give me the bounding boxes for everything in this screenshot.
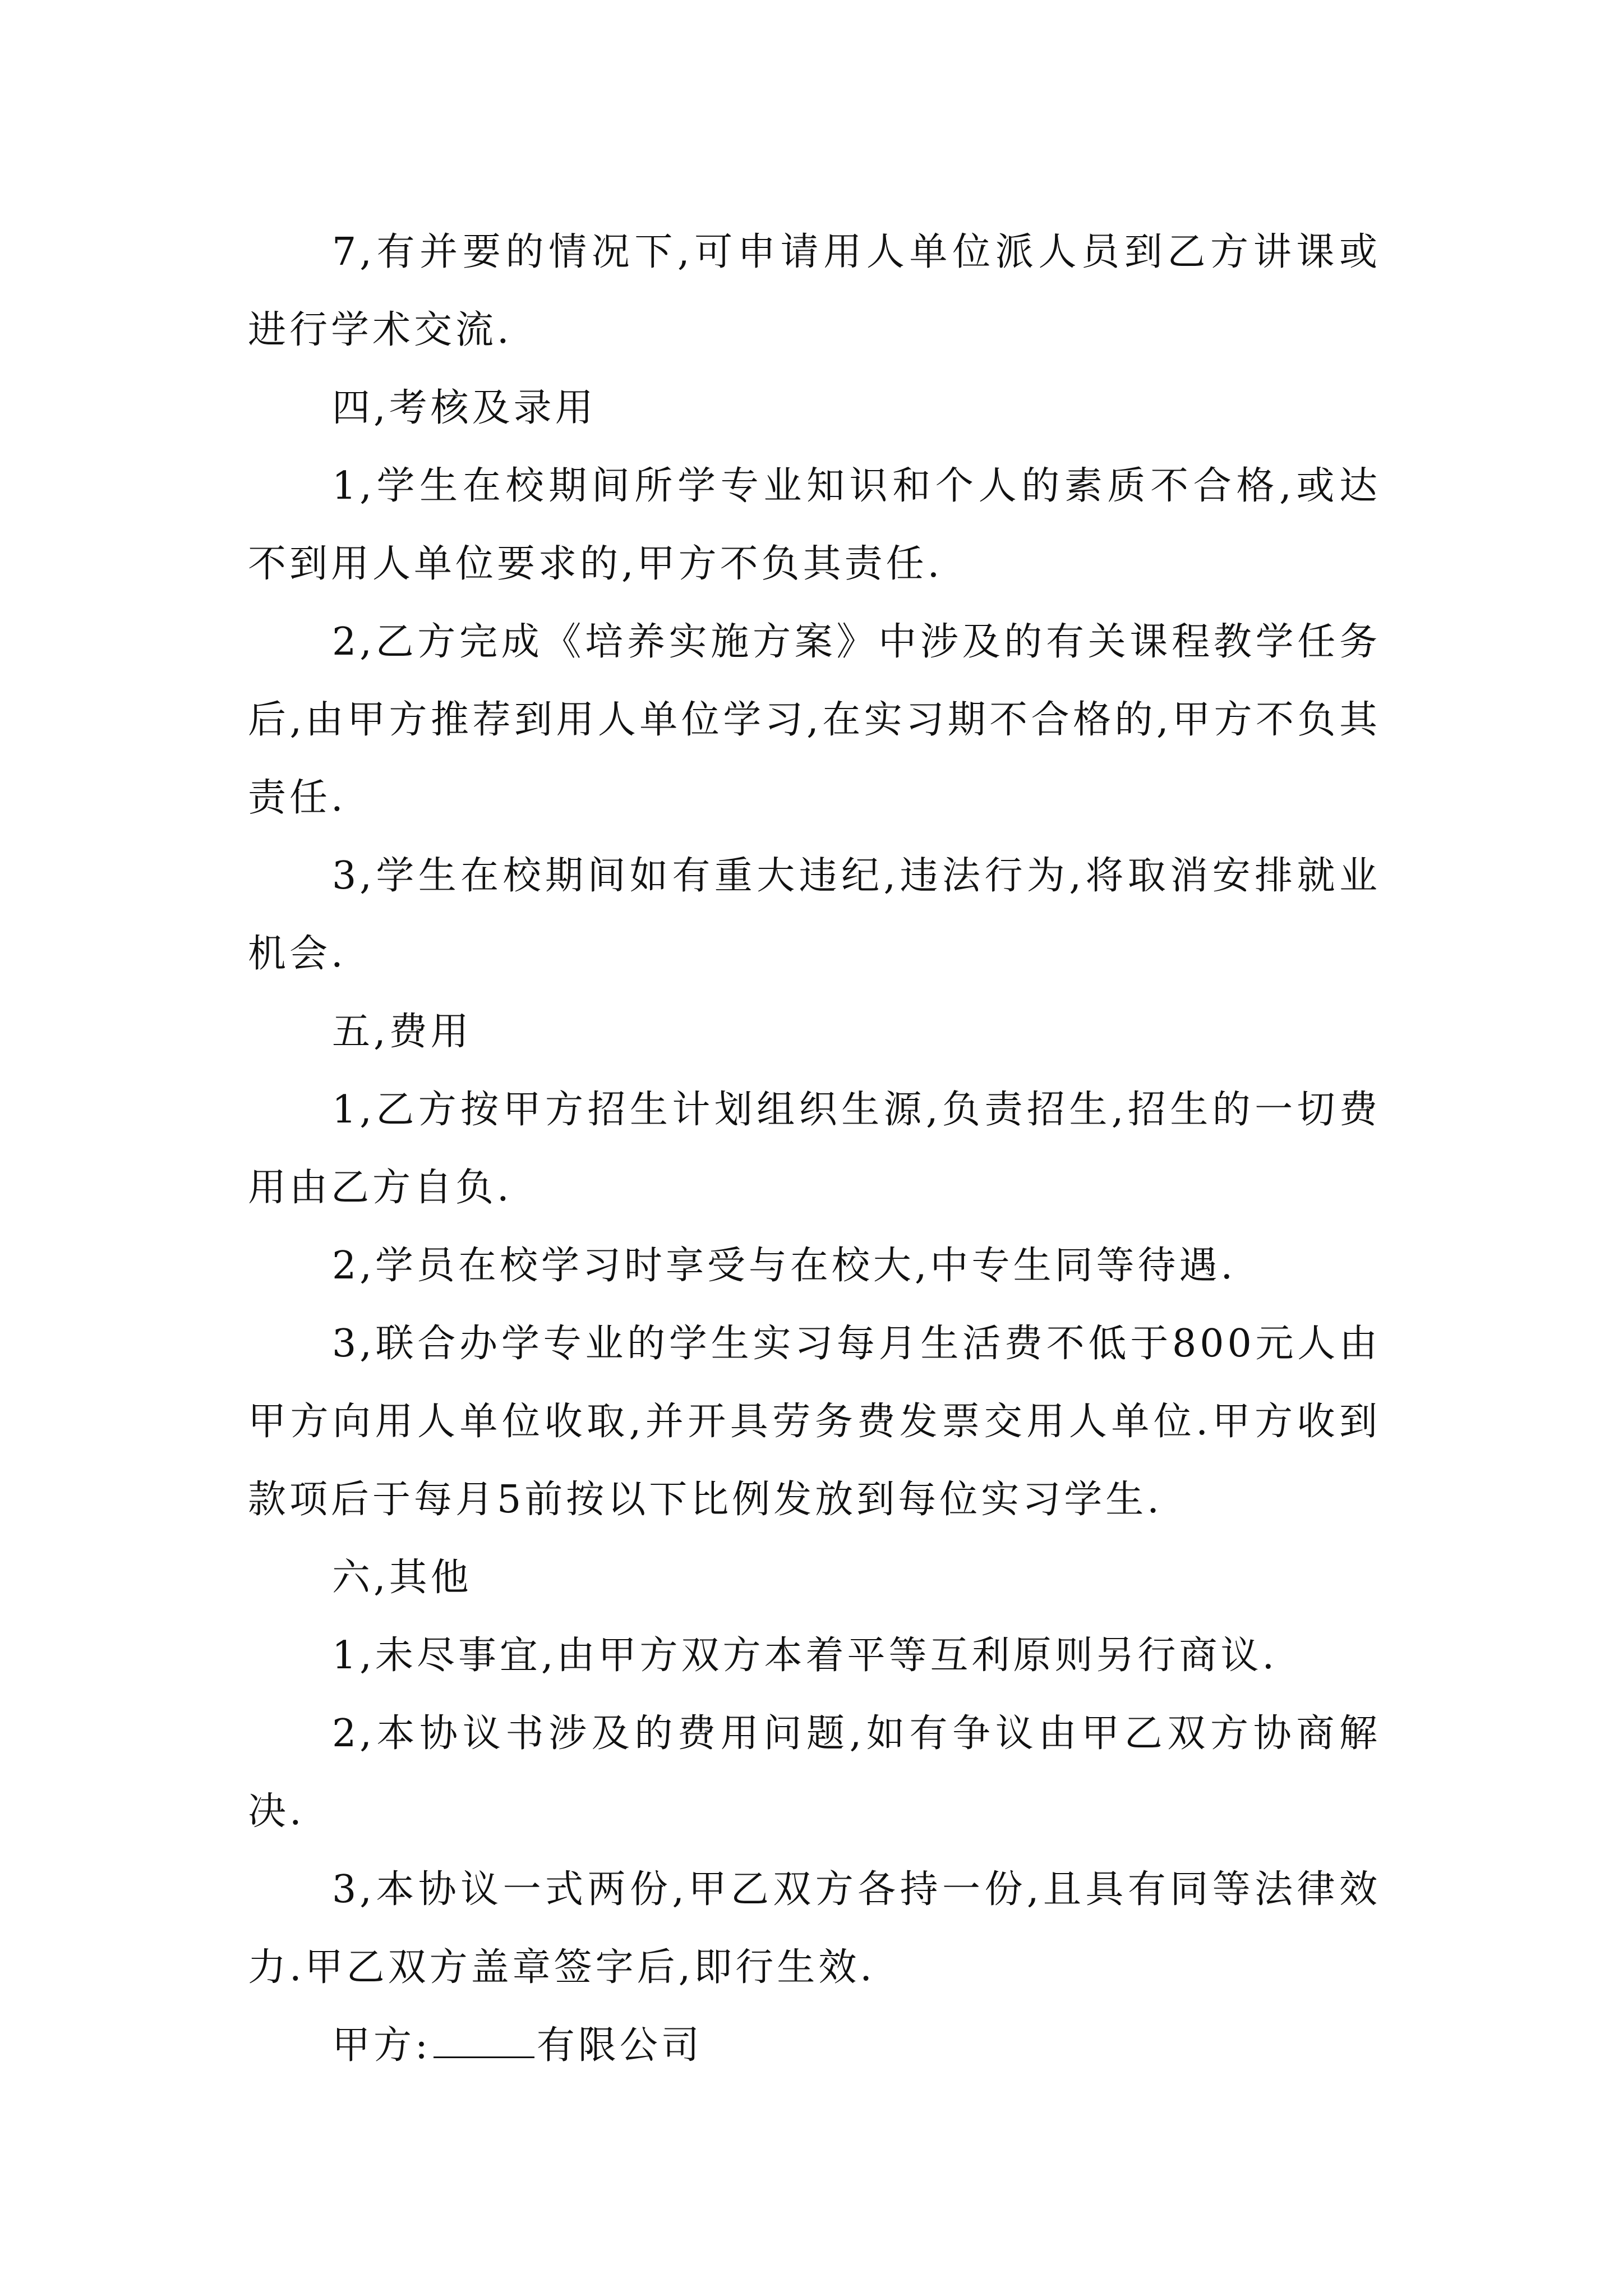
paragraph-assessment-1: 1,学生在校期间所学专业知识和个人的素质不合格,或达不到用人单位要求的,甲方不负其责任. — [248, 464, 1381, 586]
paragraph-fees-2: 2,学员在校学习时享受与在校大,中专生同等待遇. — [332, 1244, 1237, 1288]
signature-prefix: 甲方: — [332, 2023, 431, 2068]
paragraph-assessment-3: 3,学生在校期间如有重大违纪,违法行为,将取消安排就业机会. — [248, 854, 1381, 976]
paragraph-other-1: 1,未尽事宜,由甲方双方本着平等互利原则另行商议. — [332, 1634, 1278, 1678]
paragraph-7-lecture: 7,有并要的情况下,可申请用人单位派人员到乙方讲课或进行学术交流. — [248, 230, 1381, 352]
section-heading-fees: 五,费用 — [332, 1010, 472, 1054]
signature-blank — [434, 2023, 534, 2058]
paragraph-assessment-2: 2,乙方完成《培养实施方案》中涉及的有关课程教学任务后,由甲方推荐到用人单位学习,在实习期不合格的,甲方不负其责任. — [248, 620, 1381, 820]
signature-suffix: 有限公司 — [536, 2023, 703, 2068]
signature-line-party-a — [248, 2007, 1381, 2085]
paragraph-other-3: 3,本协议一式两份,甲乙双方各持一份,且具有同等法律效力.甲乙双方盖章签字后,即行生效. — [248, 1867, 1381, 1990]
paragraph-fees-3: 3,联合办学专业的学生实习每月生活费不低于800元人由甲方向用人单位收取,并开具劳务费发票交用人单位.甲方收到款项后于每月5前按以下比例发放到每位实习学生. — [248, 1322, 1381, 1522]
paragraph-fees-1: 1,乙方按甲方招生计划组织生源,负责招生,招生的一切费用由乙方自负. — [248, 1088, 1381, 1210]
section-heading-other: 六,其他 — [332, 1556, 472, 1600]
section-heading-assessment: 四,考核及录用 — [332, 386, 597, 430]
document-body — [248, 213, 1381, 2085]
paragraph-other-2: 2,本协议书涉及的费用问题,如有争议由甲乙双方协商解决. — [248, 1711, 1381, 1834]
